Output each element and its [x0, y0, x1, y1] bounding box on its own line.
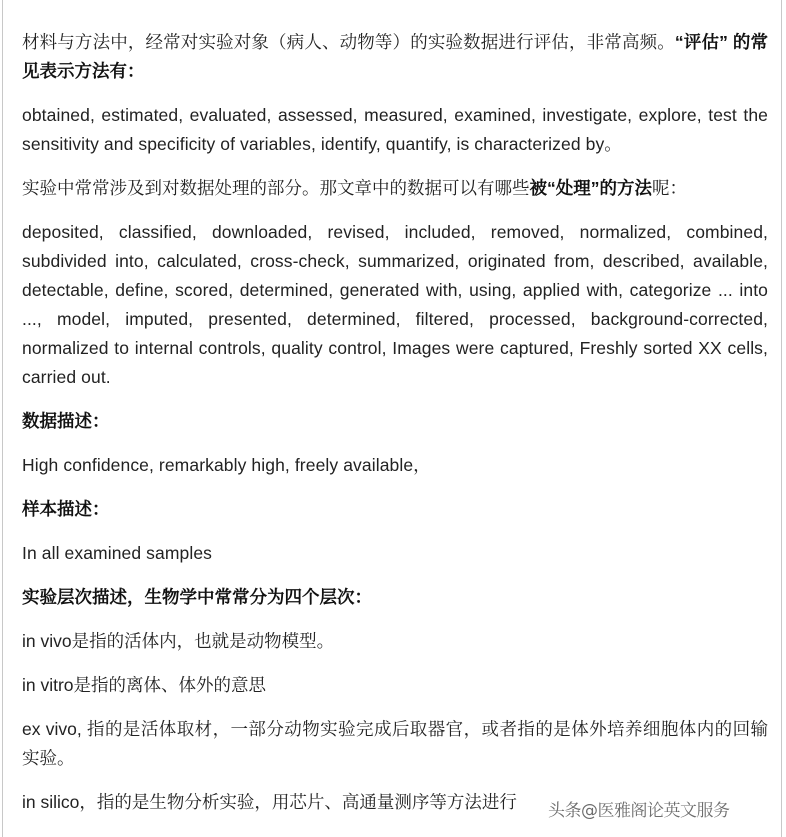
data-description-heading-text: 数据描述： [22, 411, 110, 431]
intro-paragraph [22, 28, 768, 86]
processing-intro [22, 174, 768, 203]
level-in-silico: in silico，指的是生物分析实验，用芯片、高通量测序等方法进行 [22, 792, 517, 812]
levels-heading-text: 实验层次描述，生物学中常常分为四个层次： [22, 587, 372, 607]
processing-intro-bold: 被“处理”的方法 [529, 178, 652, 198]
level-in-vivo: in vivo是指的活体内，也就是动物模型。 [22, 631, 335, 651]
intro-bold-heading: “评估” 的常见表示方法有： [22, 32, 768, 81]
data-description-terms: High confidence, remarkably high, freely available， [22, 455, 431, 475]
sample-description-terms: In all examined samples [22, 543, 213, 563]
level-ex-vivo: ex vivo, 指的是活体取材，一部分动物实验完成后取器官，或者指的是体外培养细胞体内的回输实验。 [22, 719, 768, 768]
article-body [22, 28, 768, 832]
evaluation-terms: obtained, estimated, evaluated, assessed, measured, examined, investigate, explore, test the sensitivity and specificity of variables, identify, quantify, is characterized by。 [22, 105, 768, 154]
watermark: 头条@医雅阁论英文服务 [548, 801, 730, 821]
data-description-heading [22, 407, 768, 436]
levels-heading [22, 583, 768, 612]
sample-description-heading [22, 495, 768, 524]
processing-terms: deposited, classified, downloaded, revised, included, removed, normalized, combined, subdivided into, calculated, cross-check, summarized, originated from, described, available, detectable, define, scored, determined, generated with, using, applied with, categorize ... into ..., model, imputed, presented, determined, filtered, processed, background-corrected, normalized to internal controls, quality control, Images were captured, Freshly sorted XX cells, carried out. [22, 222, 768, 387]
level-in-vitro: in vitro是指的离体、体外的意思 [22, 675, 267, 695]
processing-intro-text: 实验中常常涉及到对数据处理的部分。那文章中的数据可以有哪些 [22, 178, 530, 198]
sample-description-heading-text: 样本描述： [22, 499, 110, 519]
intro-text: 材料与方法中，经常对实验对象（病人、动物等）的实验数据进行评估，非常高频。 [22, 32, 675, 52]
processing-intro-tail: 呢： [652, 178, 687, 198]
